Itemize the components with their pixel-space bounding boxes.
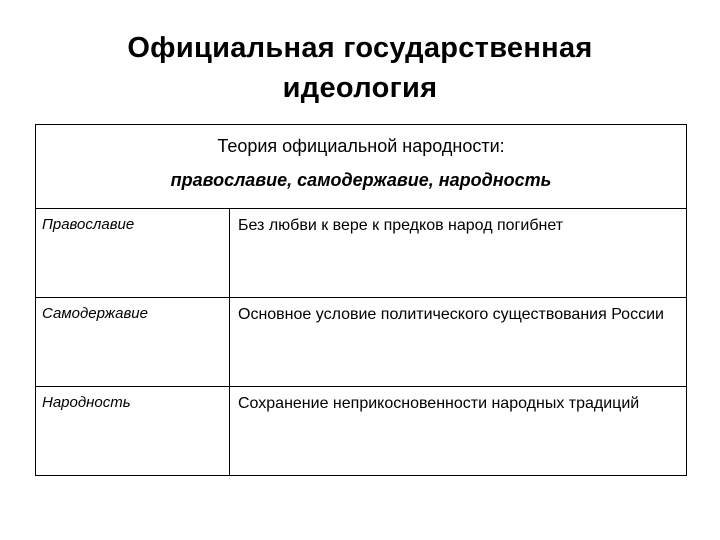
term-orthodoxy: Православие xyxy=(42,216,135,233)
description-autocracy: Основное условие политического существования России xyxy=(238,306,664,323)
table-term-cell xyxy=(36,298,230,387)
table-row xyxy=(36,298,687,387)
slide-title xyxy=(0,28,720,108)
ideology-table xyxy=(35,124,687,476)
table-description-cell xyxy=(230,298,687,387)
slide-title-line-1: Официальная государственная xyxy=(127,32,593,64)
description-orthodoxy: Без любви к вере к предков народ погибнет xyxy=(238,217,564,234)
table-row xyxy=(36,387,687,476)
slide-title-line-2: идеология xyxy=(282,72,438,104)
table-description-cell xyxy=(230,209,687,298)
table-description-cell xyxy=(230,387,687,476)
table-term-cell xyxy=(36,387,230,476)
term-nationality: Народность xyxy=(42,394,131,411)
table-header-subtitle: православие, самодержавие, народность xyxy=(170,170,552,190)
description-nationality: Сохранение неприкосновенности народных традиций xyxy=(238,395,640,412)
table-header-title: Теория официальной народности: xyxy=(217,136,505,156)
table-header-row xyxy=(36,125,687,209)
term-autocracy: Самодержавие xyxy=(42,305,148,322)
table-header-cell xyxy=(36,125,687,209)
table-term-cell xyxy=(36,209,230,298)
table-row xyxy=(36,209,687,298)
